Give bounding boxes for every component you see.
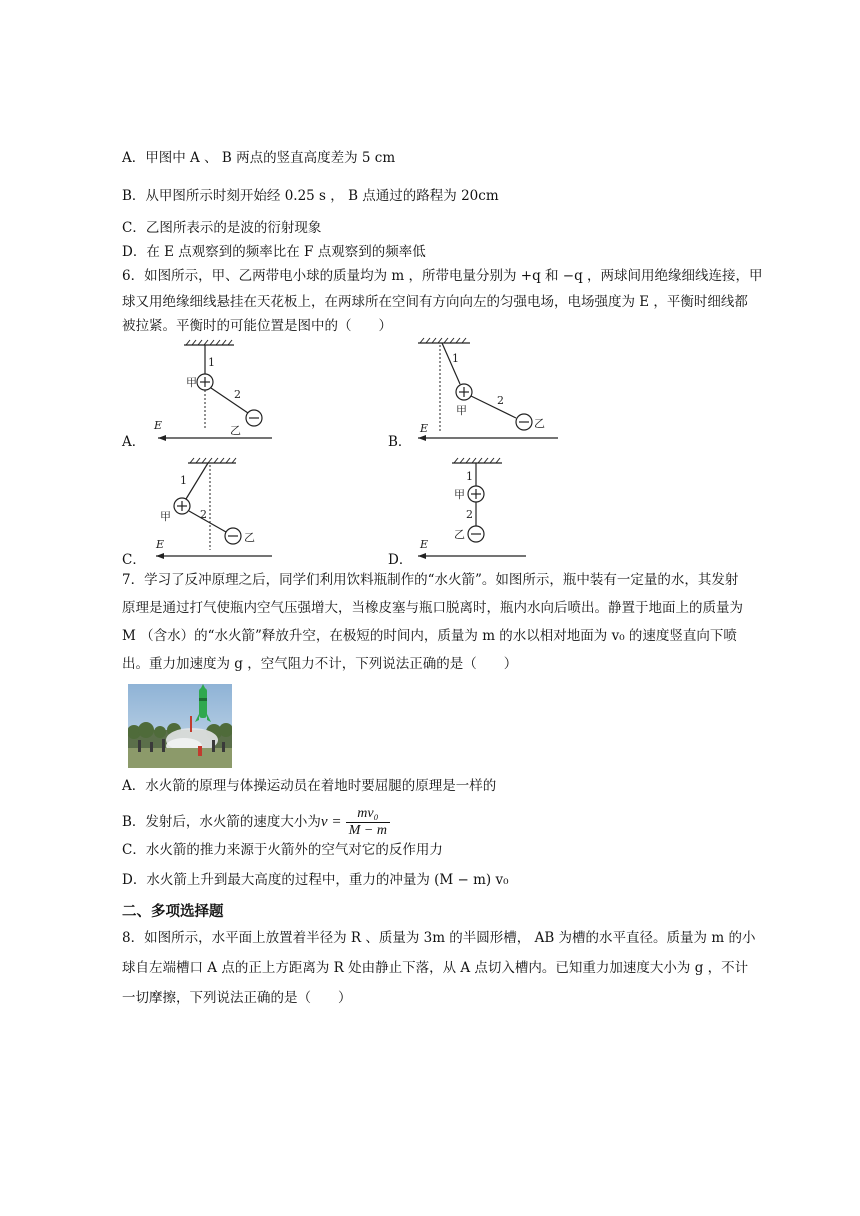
q6-figure-d [412, 456, 532, 564]
q6-d-thread-1: 1 [466, 470, 473, 483]
q6-stem-line3: 被拉紧。平衡时的可能位置是图中的（ ） [122, 318, 392, 334]
q6-d-ball-yi: 乙 [454, 528, 465, 541]
q7-option-b-v: v = [320, 814, 342, 830]
q6-c-ball-yi: 乙 [244, 531, 255, 544]
water-rocket-photo [128, 684, 232, 768]
pendulum-diagram-d [412, 456, 532, 564]
q6-figure-b [412, 336, 562, 448]
q6-stem-line1: 6．如图所示，甲、乙两带电小球的质量均为 m ，所带电量分别为 +q 和 −q ，两球间用绝缘细线连接，甲 [122, 268, 763, 284]
q7-stem-line4: 出。重力加速度为 g ，空气阻力不计，下列说法正确的是（ ） [122, 656, 518, 672]
q6-a-thread-1: 1 [208, 356, 215, 369]
q8-stem-line1: 8．如图所示，水平面上放置着半径为 R 、质量为 3m 的半圆形槽， AB 为槽的水平直径。质量为 m 的小 [122, 930, 756, 946]
q6-b-ball-yi: 乙 [534, 417, 545, 430]
q7-stem-line2: 原理是通过打气使瓶内空气压强增大，当橡皮塞与瓶口脱离时，瓶内水向后喷出。静置于地面上的质量为 [122, 600, 743, 616]
q6-figure-c-label: C． [122, 552, 146, 568]
q6-c-thread-1: 1 [180, 474, 187, 487]
q5-option-d: D．在 E 点观察到的频率比在 F 点观察到的频率低 [122, 244, 426, 260]
q8-stem-line3: 一切摩擦，下列说法正确的是（ ） [122, 990, 352, 1006]
q5-option-a: A．甲图中 A 、 B 两点的竖直高度差为 5 cm [122, 150, 396, 166]
q6-b-thread-2: 2 [497, 394, 504, 407]
q7-option-a: A．水火箭的原理与体操运动员在着地时要屈腿的原理是一样的 [122, 778, 497, 794]
q6-figure-d-label: D． [388, 552, 413, 568]
q6-figure-a-label: A． [122, 434, 146, 450]
q6-a-field-e: E [154, 419, 163, 432]
q7-option-c: C．水火箭的推力来源于火箭外的空气对它的反作用力 [122, 842, 443, 858]
q6-c-thread-2: 2 [200, 508, 207, 521]
q6-a-ball-jia: 甲 [186, 376, 197, 389]
q6-c-field-e: E [156, 538, 165, 551]
q5-option-b: B．从甲图所示时刻开始经 0.25 s ， B 点通过的路程为 20cm [122, 188, 499, 204]
q7-option-b [122, 806, 390, 839]
q6-figure-a [150, 338, 280, 448]
q6-b-ball-jia: 甲 [456, 404, 467, 417]
q6-a-ball-yi: 乙 [230, 424, 241, 437]
q7-option-d: D．水火箭上升到最大高度的过程中，重力的冲量为 (M − m) v₀ [122, 872, 509, 888]
q6-figure-c [148, 456, 278, 564]
q6-d-field-e: E [420, 538, 429, 551]
pendulum-diagram-b [412, 336, 562, 448]
water-rocket-photo-image [128, 684, 232, 768]
q8-stem-line2: 球自左端槽口 A 点的正上方距离为 R 处由静止下落，从 A 点切入槽内。已知重力加速度大小为 g ，不计 [122, 960, 749, 976]
q6-figure-b-label: B． [388, 434, 412, 450]
pendulum-diagram-a [150, 338, 280, 448]
q6-a-thread-2: 2 [234, 388, 241, 401]
q6-b-field-e: E [420, 422, 429, 435]
q6-d-thread-2: 2 [466, 508, 473, 521]
q6-stem-line2: 球又用绝缘细线悬挂在天花板上，在两球所在空间有方向向左的匀强电场，电场强度为 E ，平衡时细线都 [122, 294, 748, 310]
q7-stem-line3: M （含水）的“水火箭”释放升空，在极短的时间内，质量为 m 的水以相对地面为 v₀ 的速度竖直向下喷 [122, 628, 737, 644]
pendulum-diagram-c [148, 456, 278, 564]
q7-stem-line1: 7．学习了反冲原理之后，同学们利用饮料瓶制作的“水火箭”。如图所示，瓶中装有一定量的水，其发射 [122, 572, 739, 588]
q6-c-ball-jia: 甲 [160, 510, 171, 523]
q7-option-b-text: B．发射后，水火箭的速度大小为 [122, 814, 321, 830]
section-heading: 二、多项选择题 [122, 904, 224, 920]
q7-option-b-numerator: mv₀ [346, 806, 390, 823]
q7-option-b-fraction [346, 806, 390, 839]
q7-option-b-denominator: M − m [348, 823, 387, 838]
q5-option-c: C．乙图所表示的是波的衍射现象 [122, 220, 322, 236]
q6-b-thread-1: 1 [452, 352, 459, 365]
q6-d-ball-jia: 甲 [454, 488, 465, 501]
